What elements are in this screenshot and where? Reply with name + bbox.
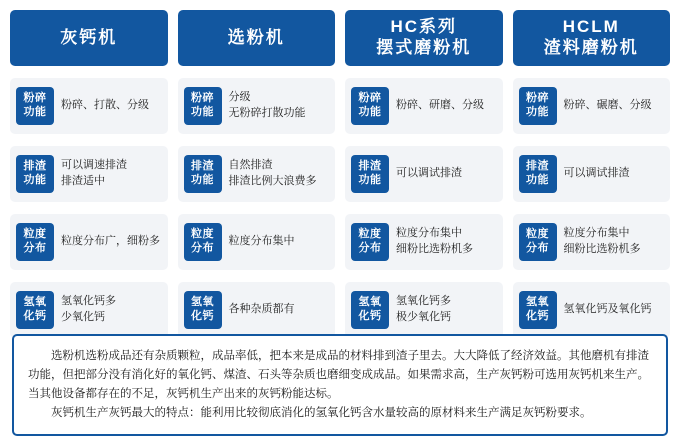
tag-line: 功能 [191,174,214,186]
feature-text [54,158,162,190]
feature-tag [184,87,222,125]
feature-row [345,78,503,134]
feature-row [513,214,671,270]
feature-row [345,214,503,270]
feature-text-line: 极少氧化钙 [396,311,451,323]
tag-line: 功能 [358,174,382,186]
feature-text [389,294,497,326]
feature-text-line: 氢氧化钙及氧化钙 [563,303,652,316]
column-header-line: 渣料磨粉机 [543,38,639,57]
feature-tag [351,87,389,125]
product-column-hc-series [345,10,503,338]
feature-text [222,302,330,318]
feature-tag [519,87,557,125]
feature-text-line: 粒度分布广，细粉多 [61,235,160,248]
feature-text [557,98,665,114]
tag-line: 排渣 [358,160,382,173]
feature-text-line: 粒度分布集中 [396,227,462,240]
column-header [178,10,336,66]
feature-text-line: 细粉比选粉机多 [396,243,473,255]
feature-row [178,146,336,202]
product-column-huigaiji [10,10,168,338]
feature-rows [513,78,671,338]
feature-text-line: 粉碎、打散、分级 [61,99,149,112]
feature-text-line: 各种杂质都有 [228,303,295,316]
tag-line: 分布 [23,242,47,254]
feature-row [345,146,503,202]
feature-text-line: 少氧化钙 [61,311,105,323]
column-header-line: HC系列 [390,17,458,37]
feature-text-line: 可以调速排渣 [61,159,127,172]
feature-tag [351,291,389,329]
tag-line: 化钙 [191,310,214,322]
feature-tag [184,223,222,261]
column-header [345,10,503,66]
feature-tag [519,223,557,261]
feature-text-line: 可以调试排渣 [396,167,462,180]
tag-line: 排渣 [191,160,214,173]
column-header-line: 选粉机 [227,27,285,47]
tag-line: 功能 [526,174,549,186]
tag-line: 氢氧 [23,296,47,309]
feature-text-line: 氢氧化钙多 [61,295,116,308]
summary-note [12,334,668,436]
feature-text-line: 排渣适中 [61,175,105,187]
summary-paragraph-1: 选粉机选粉成品还有杂质颗粒，成品率低，把本来是成品的材料排到渣子里去。大大降低了经济效益。其他磨机有排渣功能，但把部分没有消化好的氧化钙、煤渣、石头等杂质也磨细变成成品。如果需求高，生产灰钙粉可选用灰钙机来生产。当其他设备都存在的不足，灰钙机生产出来的灰钙粉能达标。 [28,350,649,401]
tag-line: 氢氧 [526,296,549,309]
feature-text-line: 可以调试排渣 [563,167,630,180]
tag-line: 功能 [526,106,549,118]
feature-text-line: 自然排渣 [228,159,273,172]
tag-line: 排渣 [23,160,47,173]
feature-text [389,166,497,182]
feature-text-line: 分级 [228,91,251,104]
tag-line: 粒度 [358,228,382,241]
feature-text-line: 粒度分布集中 [563,227,630,240]
feature-row [10,214,168,270]
tag-line: 化钙 [358,310,382,322]
feature-rows [10,78,168,338]
product-column-hclm [513,10,671,338]
feature-tag [16,223,54,261]
column-header-line: 灰钙机 [60,27,118,47]
feature-text [222,234,330,250]
column-header [513,10,671,66]
column-header-line: 摆式磨粉机 [376,38,472,57]
feature-tag [16,87,54,125]
feature-text [557,166,665,182]
feature-text [557,302,665,318]
tag-line: 功能 [23,106,47,118]
feature-text-line: 粒度分布集中 [228,235,295,248]
tag-line: 粉碎 [526,92,549,105]
feature-row [10,282,168,338]
tag-line: 粒度 [526,228,549,241]
feature-row [345,282,503,338]
feature-text [557,226,665,258]
feature-tag [16,155,54,193]
tag-line: 化钙 [526,310,549,322]
tag-line: 粉碎 [191,92,214,105]
tag-line: 氢氧 [191,296,214,309]
tag-line: 排渣 [526,160,549,173]
tag-line: 分布 [191,242,214,254]
feature-row [513,282,671,338]
feature-text [389,98,497,114]
feature-tag [184,155,222,193]
tag-line: 粒度 [23,228,47,241]
tag-line: 粒度 [191,228,214,241]
feature-tag [519,155,557,193]
feature-text [54,234,162,250]
tag-line: 氢氧 [358,296,382,309]
feature-rows [178,78,336,338]
column-header [10,10,168,66]
feature-tag [351,155,389,193]
feature-tag [16,291,54,329]
column-header-line: HCLM [562,17,620,37]
tag-line: 化钙 [23,310,47,322]
feature-text [54,294,162,326]
tag-line: 功能 [191,106,214,118]
columns-container [10,10,670,338]
feature-text-line: 细粉比选粉机多 [563,243,641,255]
feature-text-line: 排渣比例大浪费多 [228,175,317,187]
tag-line: 粉碎 [23,92,47,105]
tag-line: 分布 [358,242,382,254]
feature-text-line: 粉碎、研磨、分级 [396,99,484,112]
tag-line: 功能 [358,106,382,118]
feature-text-line: 无粉碎打散功能 [228,107,306,119]
feature-text [54,98,162,114]
tag-line: 功能 [23,174,47,186]
feature-tag [184,291,222,329]
feature-row [513,78,671,134]
feature-row [513,146,671,202]
product-column-xuanfenji [178,10,336,338]
summary-paragraph-2: 灰钙机生产灰钙最大的特点：能利用比较彻底消化的氢氧化钙含水量较高的原材料来生产满足灰钙粉要求。 [51,407,592,420]
feature-text-line: 粉碎、碾磨、分级 [563,99,652,112]
feature-text [389,226,497,258]
feature-text [222,158,330,190]
feature-text-line: 氢氧化钙多 [396,295,451,308]
tag-line: 分布 [526,242,549,254]
feature-row [10,146,168,202]
feature-row [178,214,336,270]
feature-row [178,78,336,134]
feature-text [222,90,330,122]
tag-line: 粉碎 [358,92,382,105]
feature-rows [345,78,503,338]
feature-row [178,282,336,338]
feature-tag [351,223,389,261]
feature-row [10,78,168,134]
feature-tag [519,291,557,329]
